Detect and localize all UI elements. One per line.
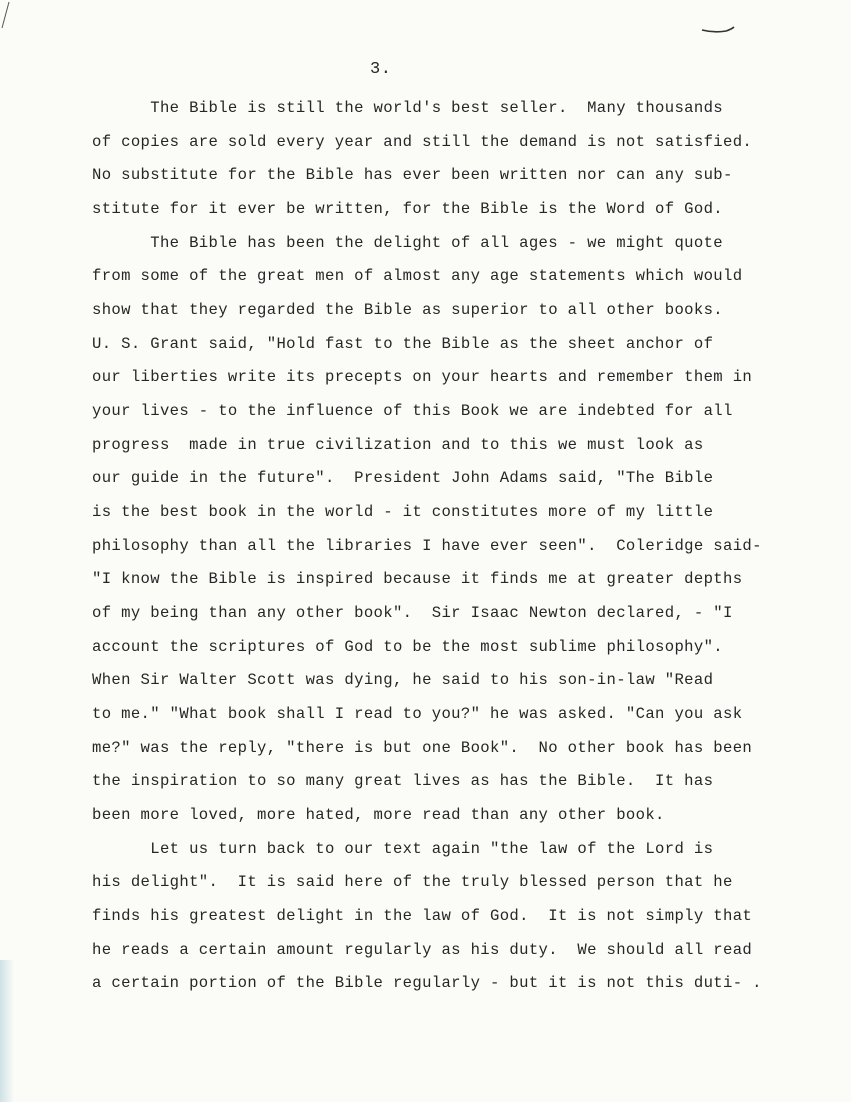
text-line: progress made in true civilization and to this we must look as (92, 436, 704, 454)
page-number: 3. (370, 60, 392, 79)
text-line: finds his greatest delight in the law of God. It is not simply that (92, 907, 753, 925)
text-line: show that they regarded the Bible as superior to all other books. (92, 301, 724, 319)
text-line: he reads a certain amount regularly as his duty. We should all read (92, 941, 753, 959)
pencil-dash-mark-icon (700, 24, 740, 36)
text-line: The Bible has been the delight of all ages - we might quote (92, 234, 724, 252)
text-line: is the best book in the world - it constitutes more of my little (92, 503, 714, 521)
text-line: The Bible is still the world's best seller. Many thousands (92, 99, 724, 117)
text-line: stitute for it ever be written, for the Bible is the Word of God. (92, 200, 724, 218)
text-line: the inspiration to so many great lives as has the Bible. It has (92, 772, 714, 790)
text-line: his delight". It is said here of the truly blessed person that he (92, 873, 733, 891)
text-line: "I know the Bible is inspired because it finds me at greater depths (92, 570, 743, 588)
text-line: to me." "What book shall I read to you?" he was asked. "Can you ask (92, 705, 743, 723)
text-line: No substitute for the Bible has ever been written nor can any sub- (92, 166, 733, 184)
text-line: account the scriptures of God to be the most sublime philosophy". (92, 638, 724, 656)
text-line: When Sir Walter Scott was dying, he said to his son-in-law "Read (92, 671, 714, 689)
text-line: been more loved, more hated, more read than any other book. (92, 806, 665, 824)
text-line: U. S. Grant said, "Hold fast to the Bible as the sheet anchor of (92, 335, 714, 353)
text-line: Let us turn back to our text again "the law of the Lord is (92, 840, 714, 858)
text-line: your lives - to the influence of this Book we are indebted for all (92, 402, 733, 420)
corner-pencil-mark-icon (0, 0, 18, 30)
text-line: philosophy than all the libraries I have ever seen". Coleridge said- (92, 537, 762, 555)
text-line: of copies are sold every year and still the demand is not satisfied. (92, 133, 753, 151)
text-line: a certain portion of the Bible regularly - but it is not this duti- . (92, 974, 762, 992)
paper-edge-stain (0, 960, 14, 1102)
text-line: our liberties write its precepts on your hearts and remember them in (92, 368, 753, 386)
text-line: me?" was the reply, "there is but one Book". No other book has been (92, 739, 753, 757)
text-line: our guide in the future". President John Adams said, "The Bible (92, 469, 714, 487)
text-line: from some of the great men of almost any age statements which would (92, 267, 743, 285)
text-line: of my being than any other book". Sir Isaac Newton declared, - "I (92, 604, 733, 622)
